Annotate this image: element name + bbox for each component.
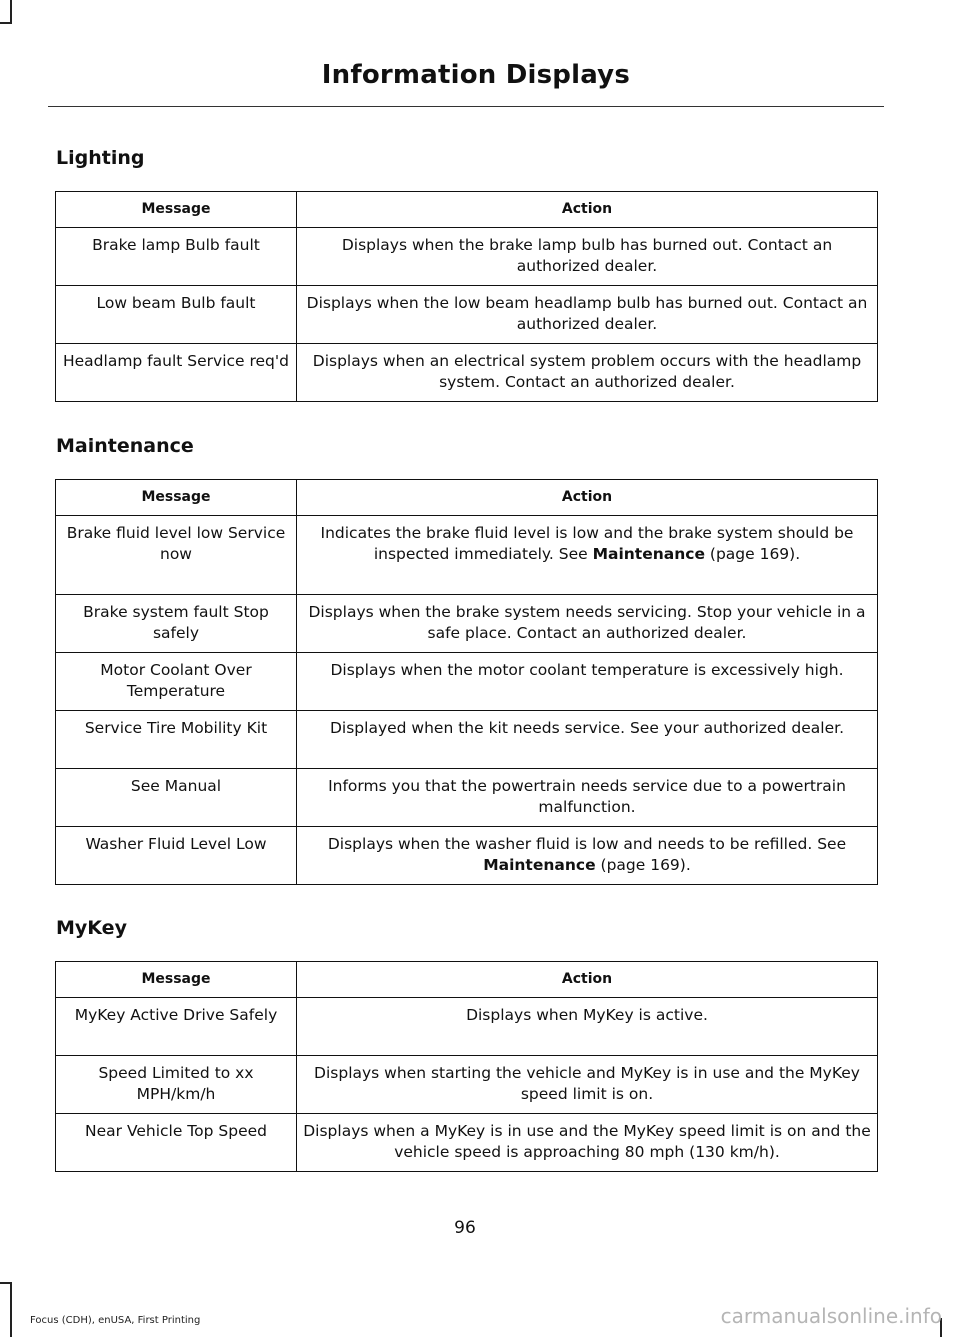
message-cell: Brake fluid level low Service now xyxy=(56,516,297,595)
message-cell: Service Tire Mobility Kit xyxy=(56,711,297,769)
column-header-action: Action xyxy=(297,192,878,228)
table-header-row xyxy=(56,192,878,228)
message-cell: Near Vehicle Top Speed xyxy=(56,1114,297,1172)
footer-edition-text: Focus (CDH), enUSA, First Printing xyxy=(30,1315,201,1326)
action-cell: Displayed when the kit needs service. See your authorized dealer. xyxy=(297,711,878,769)
crop-mark xyxy=(10,1282,12,1337)
column-header-message: Message xyxy=(56,962,297,998)
table-row xyxy=(56,344,878,402)
action-cell: Displays when starting the vehicle and MyKey is in use and the MyKey speed limit is on. xyxy=(297,1056,878,1114)
column-header-message: Message xyxy=(56,192,297,228)
page-header-title: Information Displays xyxy=(321,60,630,90)
action-cell: Displays when the low beam headlamp bulb has burned out. Contact an authorized dealer. xyxy=(297,286,878,344)
action-cell: Displays when MyKey is active. xyxy=(297,998,878,1056)
table-row xyxy=(56,595,878,653)
column-header-action: Action xyxy=(297,480,878,516)
action-text: Indicates the brake fluid level is low and the brake system should be inspected immediately. See xyxy=(320,524,854,563)
action-cell: Displays when the motor coolant temperature is excessively high. xyxy=(297,653,878,711)
action-cell: Displays when the brake lamp bulb has burned out. Contact an authorized dealer. xyxy=(297,228,878,286)
table-row xyxy=(56,769,878,827)
action-cell: Displays when the brake system needs servicing. Stop your vehicle in a safe place. Contact an authorized dealer. xyxy=(297,595,878,653)
action-cell: Displays when an electrical system problem occurs with the headlamp system. Contact an authorized dealer. xyxy=(297,344,878,402)
action-cell: Displays when a MyKey is in use and the MyKey speed limit is on and the vehicle speed is approaching 80 mph (130 km/h). xyxy=(297,1114,878,1172)
section-title-lighting: Lighting xyxy=(56,147,145,169)
table-row xyxy=(56,653,878,711)
message-cell: Motor Coolant Over Temperature xyxy=(56,653,297,711)
table-row xyxy=(56,286,878,344)
table-row xyxy=(56,1114,878,1172)
action-cell xyxy=(297,516,878,595)
table-header-row xyxy=(56,962,878,998)
page-reference: (page 169). xyxy=(704,545,801,563)
message-cell: Washer Fluid Level Low xyxy=(56,827,297,885)
message-cell: Speed Limited to xx MPH/km/h xyxy=(56,1056,297,1114)
section-title-mykey: MyKey xyxy=(56,917,127,939)
action-cell xyxy=(297,827,878,885)
crop-mark xyxy=(0,1282,12,1284)
message-cell: MyKey Active Drive Safely xyxy=(56,998,297,1056)
maintenance-table xyxy=(55,479,878,885)
lighting-table xyxy=(55,191,878,402)
mykey-table xyxy=(55,961,878,1172)
maintenance-reference: Maintenance xyxy=(592,545,705,563)
table-row xyxy=(56,1056,878,1114)
page-number: 96 xyxy=(454,1218,476,1238)
table-row xyxy=(56,998,878,1056)
watermark: carmanualsonline.info xyxy=(720,1304,942,1328)
column-header-action: Action xyxy=(297,962,878,998)
message-cell: Low beam Bulb fault xyxy=(56,286,297,344)
message-cell: Headlamp fault Service req'd xyxy=(56,344,297,402)
maintenance-reference: Maintenance xyxy=(483,856,596,874)
crop-mark xyxy=(0,22,12,24)
action-text: Displays when the washer fluid is low and needs to be refilled. See xyxy=(327,835,847,853)
message-cell: See Manual xyxy=(56,769,297,827)
table-row xyxy=(56,711,878,769)
message-cell: Brake lamp Bulb fault xyxy=(56,228,297,286)
table-row xyxy=(56,516,878,595)
column-header-message: Message xyxy=(56,480,297,516)
section-title-maintenance: Maintenance xyxy=(56,435,194,457)
table-row xyxy=(56,228,878,286)
table-header-row xyxy=(56,480,878,516)
crop-mark xyxy=(10,0,12,22)
message-cell: Brake system fault Stop safely xyxy=(56,595,297,653)
table-row xyxy=(56,827,878,885)
page-reference: (page 169). xyxy=(595,856,691,874)
header-divider xyxy=(48,106,884,107)
action-cell: Informs you that the powertrain needs service due to a powertrain malfunction. xyxy=(297,769,878,827)
